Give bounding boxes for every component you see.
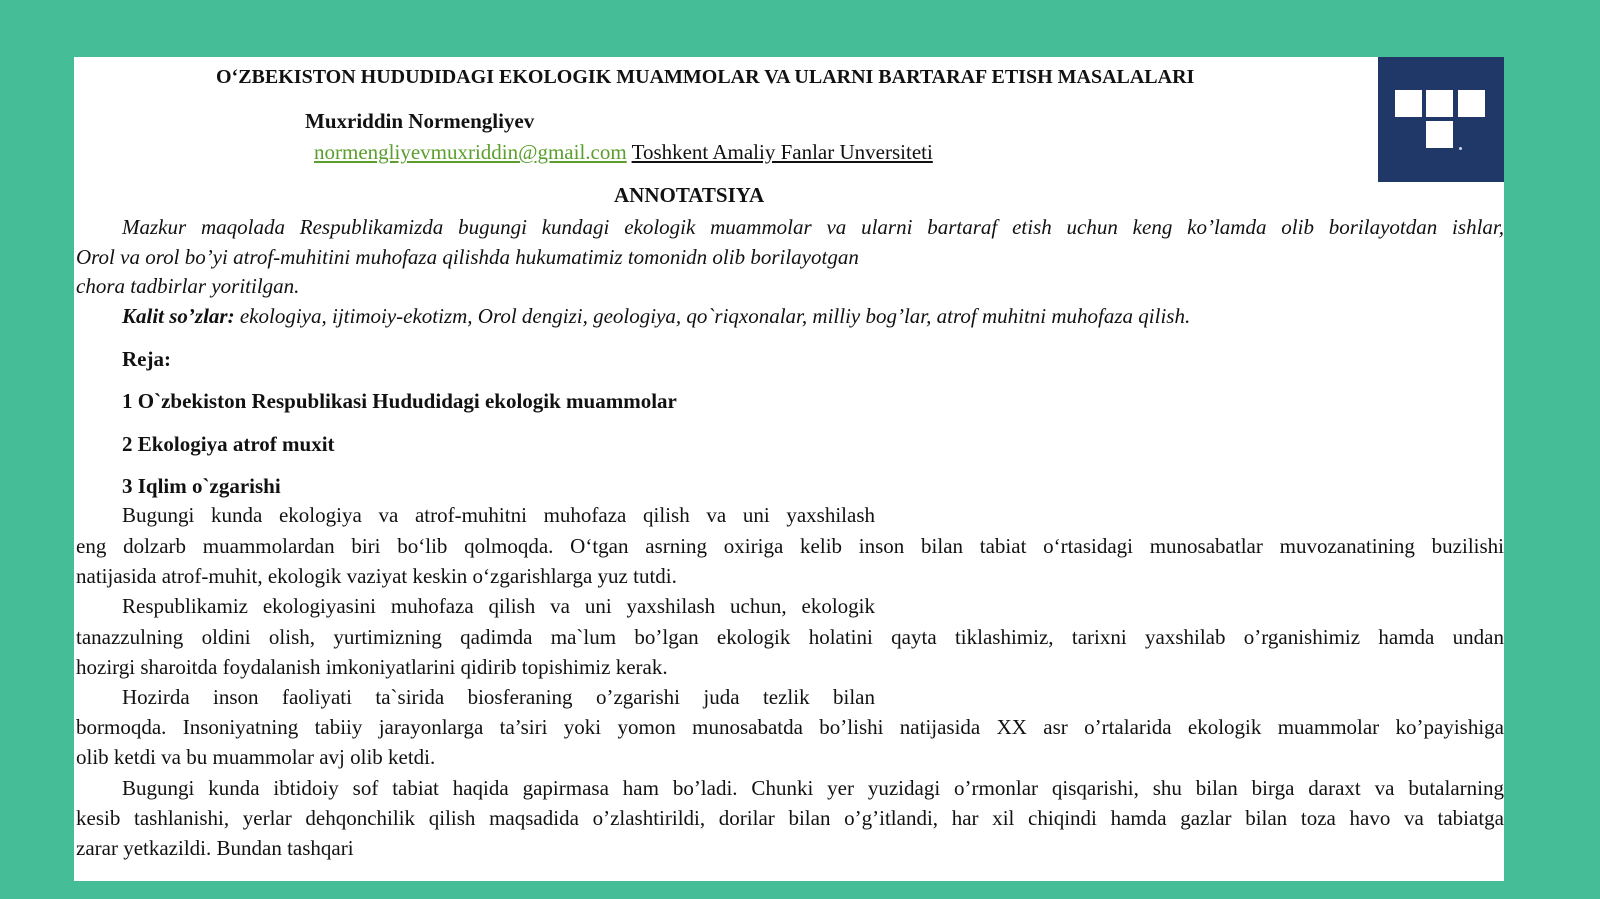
plan-item: 3 Iqlim o`zgarishi bbox=[122, 474, 281, 498]
plan-heading: Reja: bbox=[122, 347, 171, 371]
email-link[interactable]: normengliyevmuxriddin@gmail.com bbox=[314, 140, 627, 164]
annotation-line: Orol va orol bo’yi atrof-muhitini muhofaza qilishda hukumatimiz tomonidn olib borilayotgan bbox=[76, 245, 859, 269]
annotation-heading: ANNOTATSIYA bbox=[614, 183, 765, 207]
body-line: natijasida atrof-muhit, ekologik vaziyat keskin o‘zgarishlarga yuz tutdi. bbox=[76, 564, 677, 588]
body-line: hozirgi sharoitda foydalanish imkoniyatlarini qidirib topishimiz kerak. bbox=[76, 655, 668, 679]
university-logo-icon bbox=[1378, 57, 1504, 182]
annotation-line: Mazkur maqolada Respublikamizda bugungi kundagi ekologik muammolar va ularni bartaraf etish uchun keng ko’lamda olib borilayotdan ishlar, bbox=[122, 215, 1504, 239]
body-line: olib ketdi va bu muammolar avj olib ketdi. bbox=[76, 745, 436, 769]
plan-item: 1 O`zbekiston Respublikasi Hududidagi ekologik muammolar bbox=[122, 389, 677, 413]
body-line: Hozirda inson faoliyati ta`sirida biosferaning o’zgarishi juda tezlik bilan bbox=[122, 685, 875, 709]
body-line: Bugungi kunda ibtidoiy sof tabiat haqida gapirmasa ham bo’ladi. Chunki yer yuzidagi o’rmonlar qisqarishi, shu bilan birga daraxt va butalarning bbox=[122, 776, 1504, 800]
keywords-text: ekologiya, ijtimoiy-ekotizm, Orol dengizi, geologiya, qo`riqxonalar, milliy bog’lar, atrof muhitni muhofaza qilish. bbox=[234, 304, 1191, 328]
body-line: eng dolzarb muammolardan biri bo‘lib qolmoqda. O‘tgan asrning oxiriga kelib inson bilan tabiat o‘rtasidagi munosabatlar muvozanatining buzilishi bbox=[76, 534, 1504, 558]
body-line: Bugungi kunda ekologiya va atrof-muhitni muhofaza qilish va uni yaxshilash bbox=[122, 503, 875, 527]
affiliation: Toshkent Amaliy Fanlar Unversiteti bbox=[631, 140, 933, 164]
annotation-line: chora tadbirlar yoritilgan. bbox=[76, 274, 300, 298]
body-line: bormoqda. Insoniyatning tabiiy jarayonlarga ta’siri yoki yomon munosabatda bo’lishi natijasida XX asr o’rtalarida ekologik muammolar ko’payishiga bbox=[76, 715, 1504, 739]
body-line: Respublikamiz ekologiyasini muhofaza qilish va uni yaxshilash uchun, ekologik bbox=[122, 594, 875, 618]
body-line: tanazzulning oldini olish, yurtimizning qadimda ma`lum bo’lgan ekologik holatini qayta tiklashimiz, tarixni yaxshilab o’rganishimiz hamda undan bbox=[76, 625, 1504, 649]
author-name: Muxriddin Normengliyev bbox=[305, 109, 535, 133]
body-line: kesib tashlanishi, yerlar dehqonchilik qilish maqsadida o’zlashtirildi, dorilar bilan o’g’itlandi, har xil chiqindi hamda gazlar bilan toza havo va tabiatga bbox=[76, 806, 1504, 830]
keywords-line bbox=[122, 303, 1190, 329]
body-line: zarar yetkazildi. Bundan tashqari bbox=[76, 836, 354, 860]
keywords-label: Kalit so’zlar: bbox=[122, 304, 235, 328]
plan-item: 2 Ekologiya atrof muxit bbox=[122, 432, 335, 456]
author-contact bbox=[314, 139, 933, 165]
paper-title: O‘ZBEKISTON HUDUDIDAGI EKOLOGIK MUAMMOLAR VA ULARNI BARTARAF ETISH MASALALARI bbox=[216, 66, 1195, 88]
